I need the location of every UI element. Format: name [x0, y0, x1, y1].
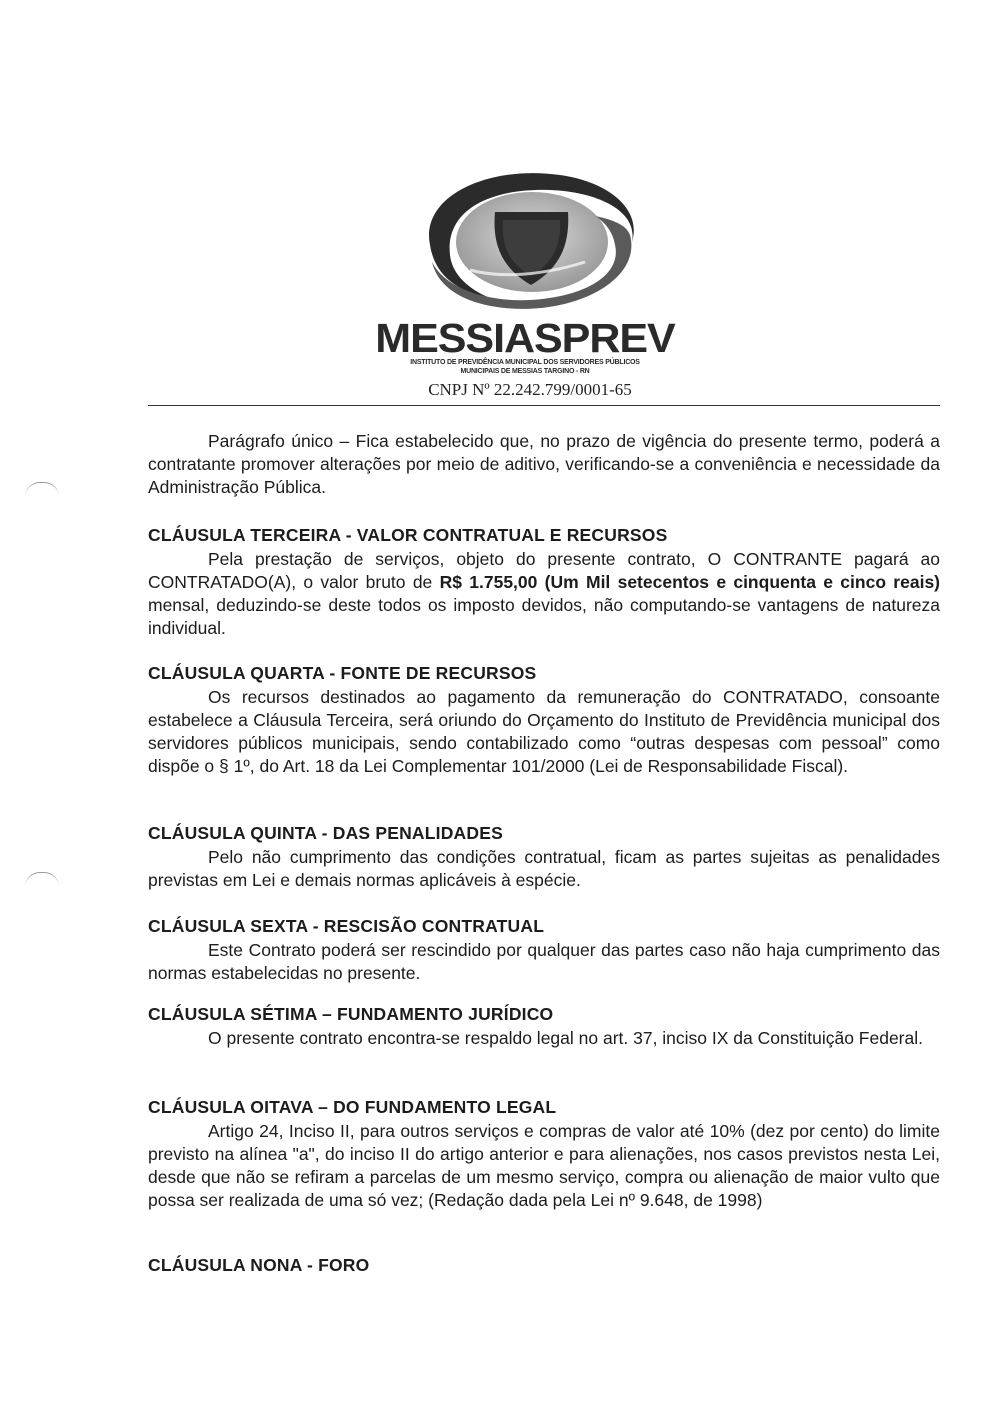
clause-heading: CLÁUSULA OITAVA – DO FUNDAMENTO LEGAL: [148, 1097, 557, 1117]
paragraph-text: Artigo 24, Inciso II, para outros serviços e compras de valor até 10% (dez por cento) do limite previsto na alínea "a", do inciso II do artigo anterior e para alienações, nos casos previstos nesta Lei, desde que não se refiram a parcelas de um mesmo serviço, compra ou alienação de maior vulto que possa ser realizada de uma só vez; (Redação dada pela Lei nº 9.648, de 1998): [148, 1121, 940, 1210]
institute-name-line2: MUNICIPAIS DE MESSIAS TARGINO - RN: [460, 368, 590, 375]
clause-body: [148, 846, 940, 892]
header-divider: [148, 405, 940, 406]
messiasprev-logo-icon: [410, 150, 650, 320]
clause-heading: CLÁUSULA TERCEIRA - VALOR CONTRATUAL E RECURSOS: [148, 525, 668, 545]
paragraph-text: Os recursos destinados ao pagamento da remuneração do CONTRATADO, consoante estabelece a Cláusula Terceira, será oriundo do Orçamento do Instituto de Previdência municipal dos servidores públicos municipais, sendo contabilizado como “outras despesas com pessoal” como dispõe o § 1º, do Art. 18 da Lei Complementar 101/2000 (Lei de Responsabilidade Fiscal).: [148, 687, 940, 776]
clause-body: [148, 686, 940, 778]
brand-name: MESSIASPREV: [375, 315, 675, 361]
clause-body: [148, 548, 940, 640]
clause-body: [148, 1120, 940, 1212]
clause-heading: CLÁUSULA QUINTA - DAS PENALIDADES: [148, 823, 503, 843]
clause-heading: CLÁUSULA SEXTA - RESCISÃO CONTRATUAL: [148, 916, 545, 936]
clause-body: [148, 939, 940, 985]
letterhead: [0, 150, 1000, 405]
paragraph-text: Este Contrato poderá ser rescindido por qualquer das partes caso não haja cumprimento das normas estabelecidas no presente.: [148, 940, 940, 983]
paragraph-text: Pelo não cumprimento das condições contratual, ficam as partes sujeitas as penalidades previstas em Lei e demais normas aplicáveis à espécie.: [148, 847, 940, 890]
institute-name-line1: INSTITUTO DE PREVIDÊNCIA MUNICIPAL DOS SERVIDORES PÚBLICOS: [410, 359, 640, 366]
paragraph-text: Pela prestação de serviços, objeto do presente contrato, O CONTRANTE pagará ao CONTRATADO(A), o valor bruto de R$ 1.755,00 (Um Mil setecentos e cinquenta e cinco reais) mensal, deduzindo-se deste todos os imposto devidos, não computando-se vantagens de natureza individual.: [148, 549, 941, 638]
clause-heading: CLÁUSULA SÉTIMA – FUNDAMENTO JURÍDICO: [148, 1004, 554, 1024]
clause-body: [148, 1027, 940, 1050]
cnpj-number: CNPJ Nº 22.242.799/0001-65: [428, 380, 632, 399]
clause-heading: CLÁUSULA QUARTA - FONTE DE RECURSOS: [148, 663, 537, 683]
paragrafo-unico: [148, 430, 940, 499]
paragraph-text: O presente contrato encontra-se respaldo legal no art. 37, inciso IX da Constituição Federal.: [208, 1028, 923, 1048]
clause-heading: CLÁUSULA NONA - FORO: [148, 1255, 370, 1275]
contract-value: R$ 1.755,00 (Um Mil setecentos e cinquenta e cinco reais): [439, 572, 941, 592]
scan-mark: [25, 872, 59, 887]
paragraph-text: Parágrafo único – Fica estabelecido que, no prazo de vigência do presente termo, poderá a contratante promover alterações por meio de aditivo, verificando-se a conveniência e necessidade da Administração Pública.: [148, 431, 940, 497]
scan-mark: [25, 482, 59, 497]
